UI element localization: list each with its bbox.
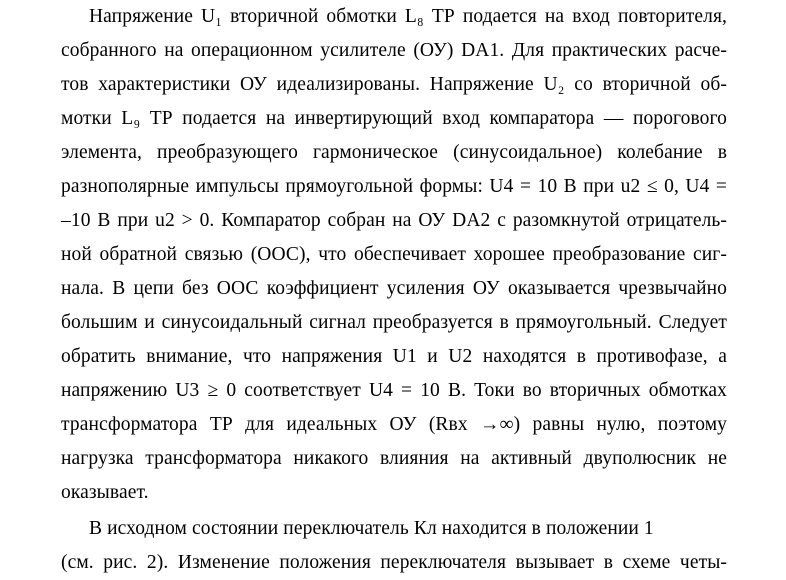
paragraph-1-line-2: собранного на операционном усилителе (ОУ) DA1. Для практических расче- <box>61 40 727 61</box>
paragraph-1-line-7: –10 В при u2 > 0. Компаратор собран на ОУ DA2 с разомкнутой отрицатель- <box>61 210 727 231</box>
paragraph-1-line-9: нала. В цепи без ООС коэффициент усиления ОУ оказывается чрезвычайно <box>61 278 727 299</box>
paragraph-2-line-2: (см. рис. 2). Изменение положения переключателя вызывает в схеме четы- <box>61 552 727 573</box>
paragraph-1-line-13: трансформатора ТР для идеальных ОУ (Rвх →∞) равны нулю, поэтому <box>61 414 727 435</box>
paragraph-1-line-11: обратить внимание, что напряжения U1 и U2 находятся в противофазе, а <box>61 346 727 367</box>
paragraph-1-line-14: нагрузка трансформатора никакого влияния на активный двуполюсник не <box>61 448 727 469</box>
paragraph-2-line-1: В исходном состоянии переключатель Кл находится в положении 1 <box>89 518 654 539</box>
paragraph-1-line-12: напряжению U3 ≥ 0 соответствует U4 = 10 В. Токи во вторичных обмотках <box>61 380 727 401</box>
paragraph-1-line-6: разнополярные импульсы прямоугольной формы: U4 = 10 В при u2 ≤ 0, U4 = <box>61 176 727 197</box>
paragraph-1-line-5: элемента, преобразующего гармоническое (синусоидальное) колебание в <box>61 142 727 163</box>
paragraph-1-line-4: мотки L₉ ТР подается на инвертирующий вход компаратора — порогового <box>61 108 727 129</box>
paragraph-1-line-1: Напряжение U₁ вторичной обмотки L₈ ТР подается на вход повторителя, <box>89 6 727 27</box>
paragraph-1-line-3: тов характеристики ОУ идеализированы. Напряжение U₂ со вторичной об- <box>61 74 727 95</box>
paragraph-1-line-8: ной обратной связью (ООС), что обеспечивает хорошее преобразование сиг- <box>61 244 727 265</box>
paragraph-1-line-15: оказывает. <box>61 482 149 503</box>
paragraph-1-line-10: большим и синусоидальный сигнал преобразуется в прямоугольный. Следует <box>61 312 727 333</box>
